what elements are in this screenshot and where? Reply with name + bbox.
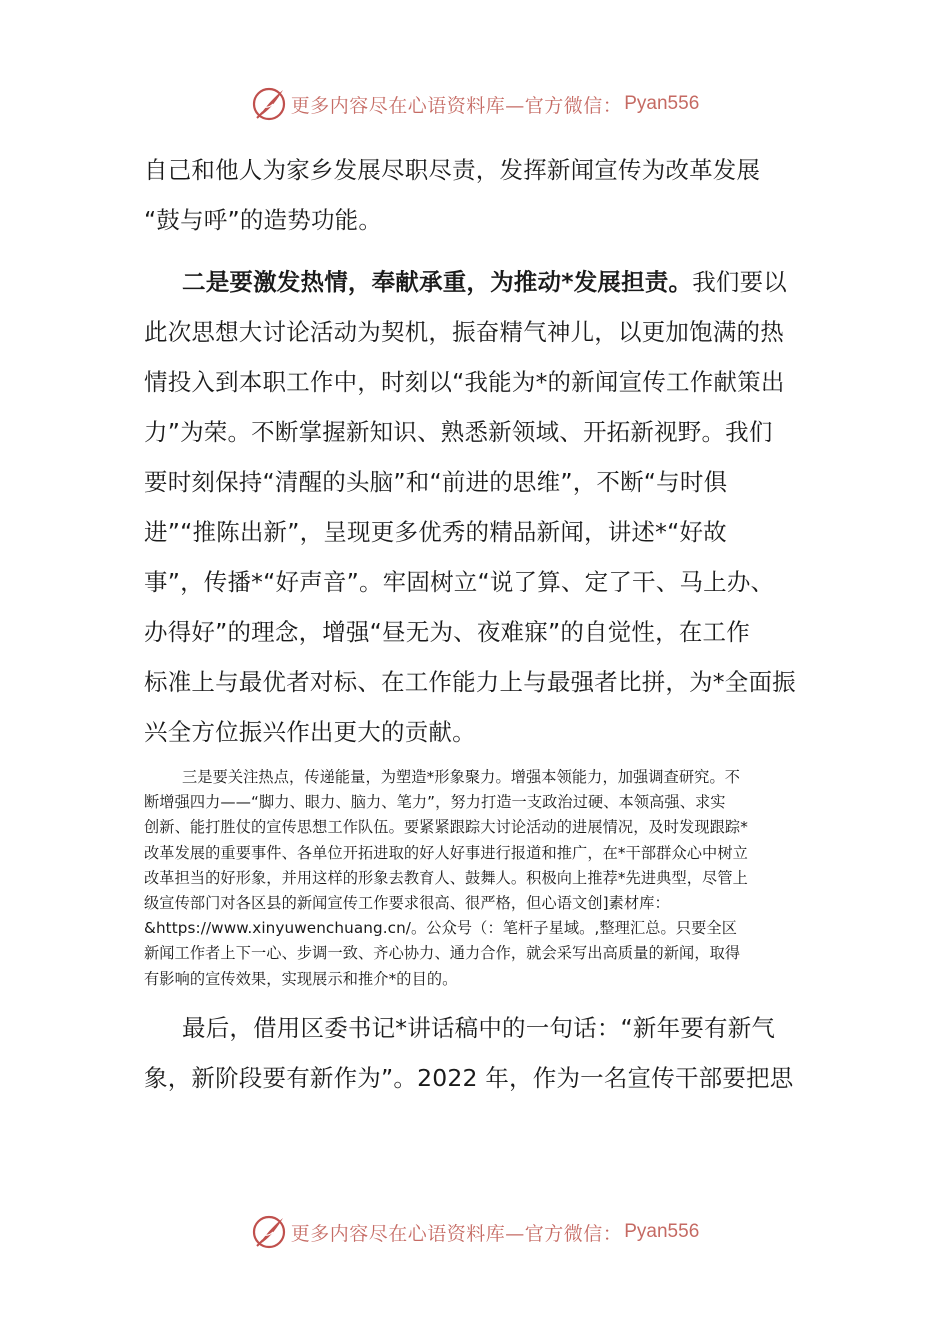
- quill-logo-icon: [251, 86, 287, 122]
- text-line: 力”为荣。不断掌握新知识、熟悉新领域、开拓新视野。我们: [144, 418, 773, 446]
- footer-wechat-id: Pyan556: [624, 1221, 700, 1242]
- text-line: 办得好”的理念，增强“昼无为、夜难寐”的自觉性，在工作: [144, 618, 750, 646]
- paragraph-2: [144, 257, 824, 757]
- text-line: 创新、能打胜仗的宣传思想工作队伍。要紧紧跟踪大讨论活动的进展情况，及时发现跟踪*: [144, 818, 748, 837]
- text-line: 事”，传播*“好声音”。牢固树立“说了算、定了干、马上办、: [144, 568, 775, 596]
- header-text: 更多内容尽在心语资料库—官方微信：: [290, 94, 623, 117]
- footer-text: 更多内容尽在心语资料库—官方微信：: [290, 1222, 623, 1245]
- text-line: 最后，借用区委书记*讲话稿中的一句话：“新年要有新气: [182, 1014, 776, 1042]
- text-line: 要时刻保持“清醒的头脑”和“前进的思维”，不断“与时俱: [144, 468, 728, 496]
- text-line: 改革担当的好形象，并用这样的形象去教育人、鼓舞人。积极向上推荐*先进典型，尽管上: [144, 868, 748, 887]
- text-line: 断增强四力——“脚力、眼力、脑力、笔力”，努力打造一支政治过硬、本领高强、求实: [144, 793, 726, 812]
- text-line: 有影响的宣传效果，实现展示和推介*的目的。: [144, 969, 458, 988]
- text-line: 三是要关注热点，传递能量，为塑造*形象聚力。增强本领能力，加强调查研究。不: [182, 768, 741, 786]
- header-wechat-id: Pyan556: [624, 93, 700, 114]
- text-line: 进”“推陈出新”，呈现更多优秀的精品新闻，讲述*“好故: [144, 518, 727, 546]
- text-line: 兴全方位振兴作出更大的贡献。: [144, 718, 476, 746]
- text-line: “鼓与呼”的造势功能。: [144, 206, 383, 234]
- paragraph-1: [144, 145, 824, 245]
- header-banner: [0, 82, 950, 126]
- text-line: &https://www.xinyuwenchuang.cn/。公众号（：笔杆子星域。,整理汇总。只要全区: [144, 919, 737, 938]
- text-line: 新闻工作者上下一心、步调一致、齐心协力、通力合作，就会采写出高质量的新闻，取得: [144, 944, 741, 963]
- text-line: 情投入到本职工作中，时刻以“我能为*的新闻宣传工作献策出: [144, 368, 785, 396]
- text-line: 标准上与最优者对标、在工作能力上与最强者比拼，为*全面振: [144, 668, 796, 696]
- text-line: 此次思想大讨论活动为契机，振奋精气神儿，以更加饱满的热: [144, 318, 784, 346]
- text-line: 级宣传部门对各区县的新闻宣传工作要求很高、很严格，但心语文创]素材库：: [144, 893, 670, 912]
- footer-banner: [0, 1210, 950, 1254]
- paragraph-3: [144, 765, 824, 992]
- paragraph-2-first-rest: 我们要以: [692, 268, 788, 296]
- paragraph-4: [144, 1003, 824, 1103]
- text-line-first: [144, 257, 824, 307]
- text-line: 改革发展的重要事件、各单位开拓进取的好人好事进行报道和推广，在*干部群众心中树立: [144, 843, 748, 862]
- quill-logo-icon: [251, 1214, 287, 1250]
- text-line: 象，新阶段要有新作为”。2022 年，作为一名宣传干部要把思: [144, 1064, 794, 1092]
- paragraph-2-heading: 二是要激发热情，奉献承重，为推动*发展担责。: [182, 268, 693, 296]
- text-line: 自己和他人为家乡发展尽职尽责，发挥新闻宣传为改革发展: [144, 156, 761, 184]
